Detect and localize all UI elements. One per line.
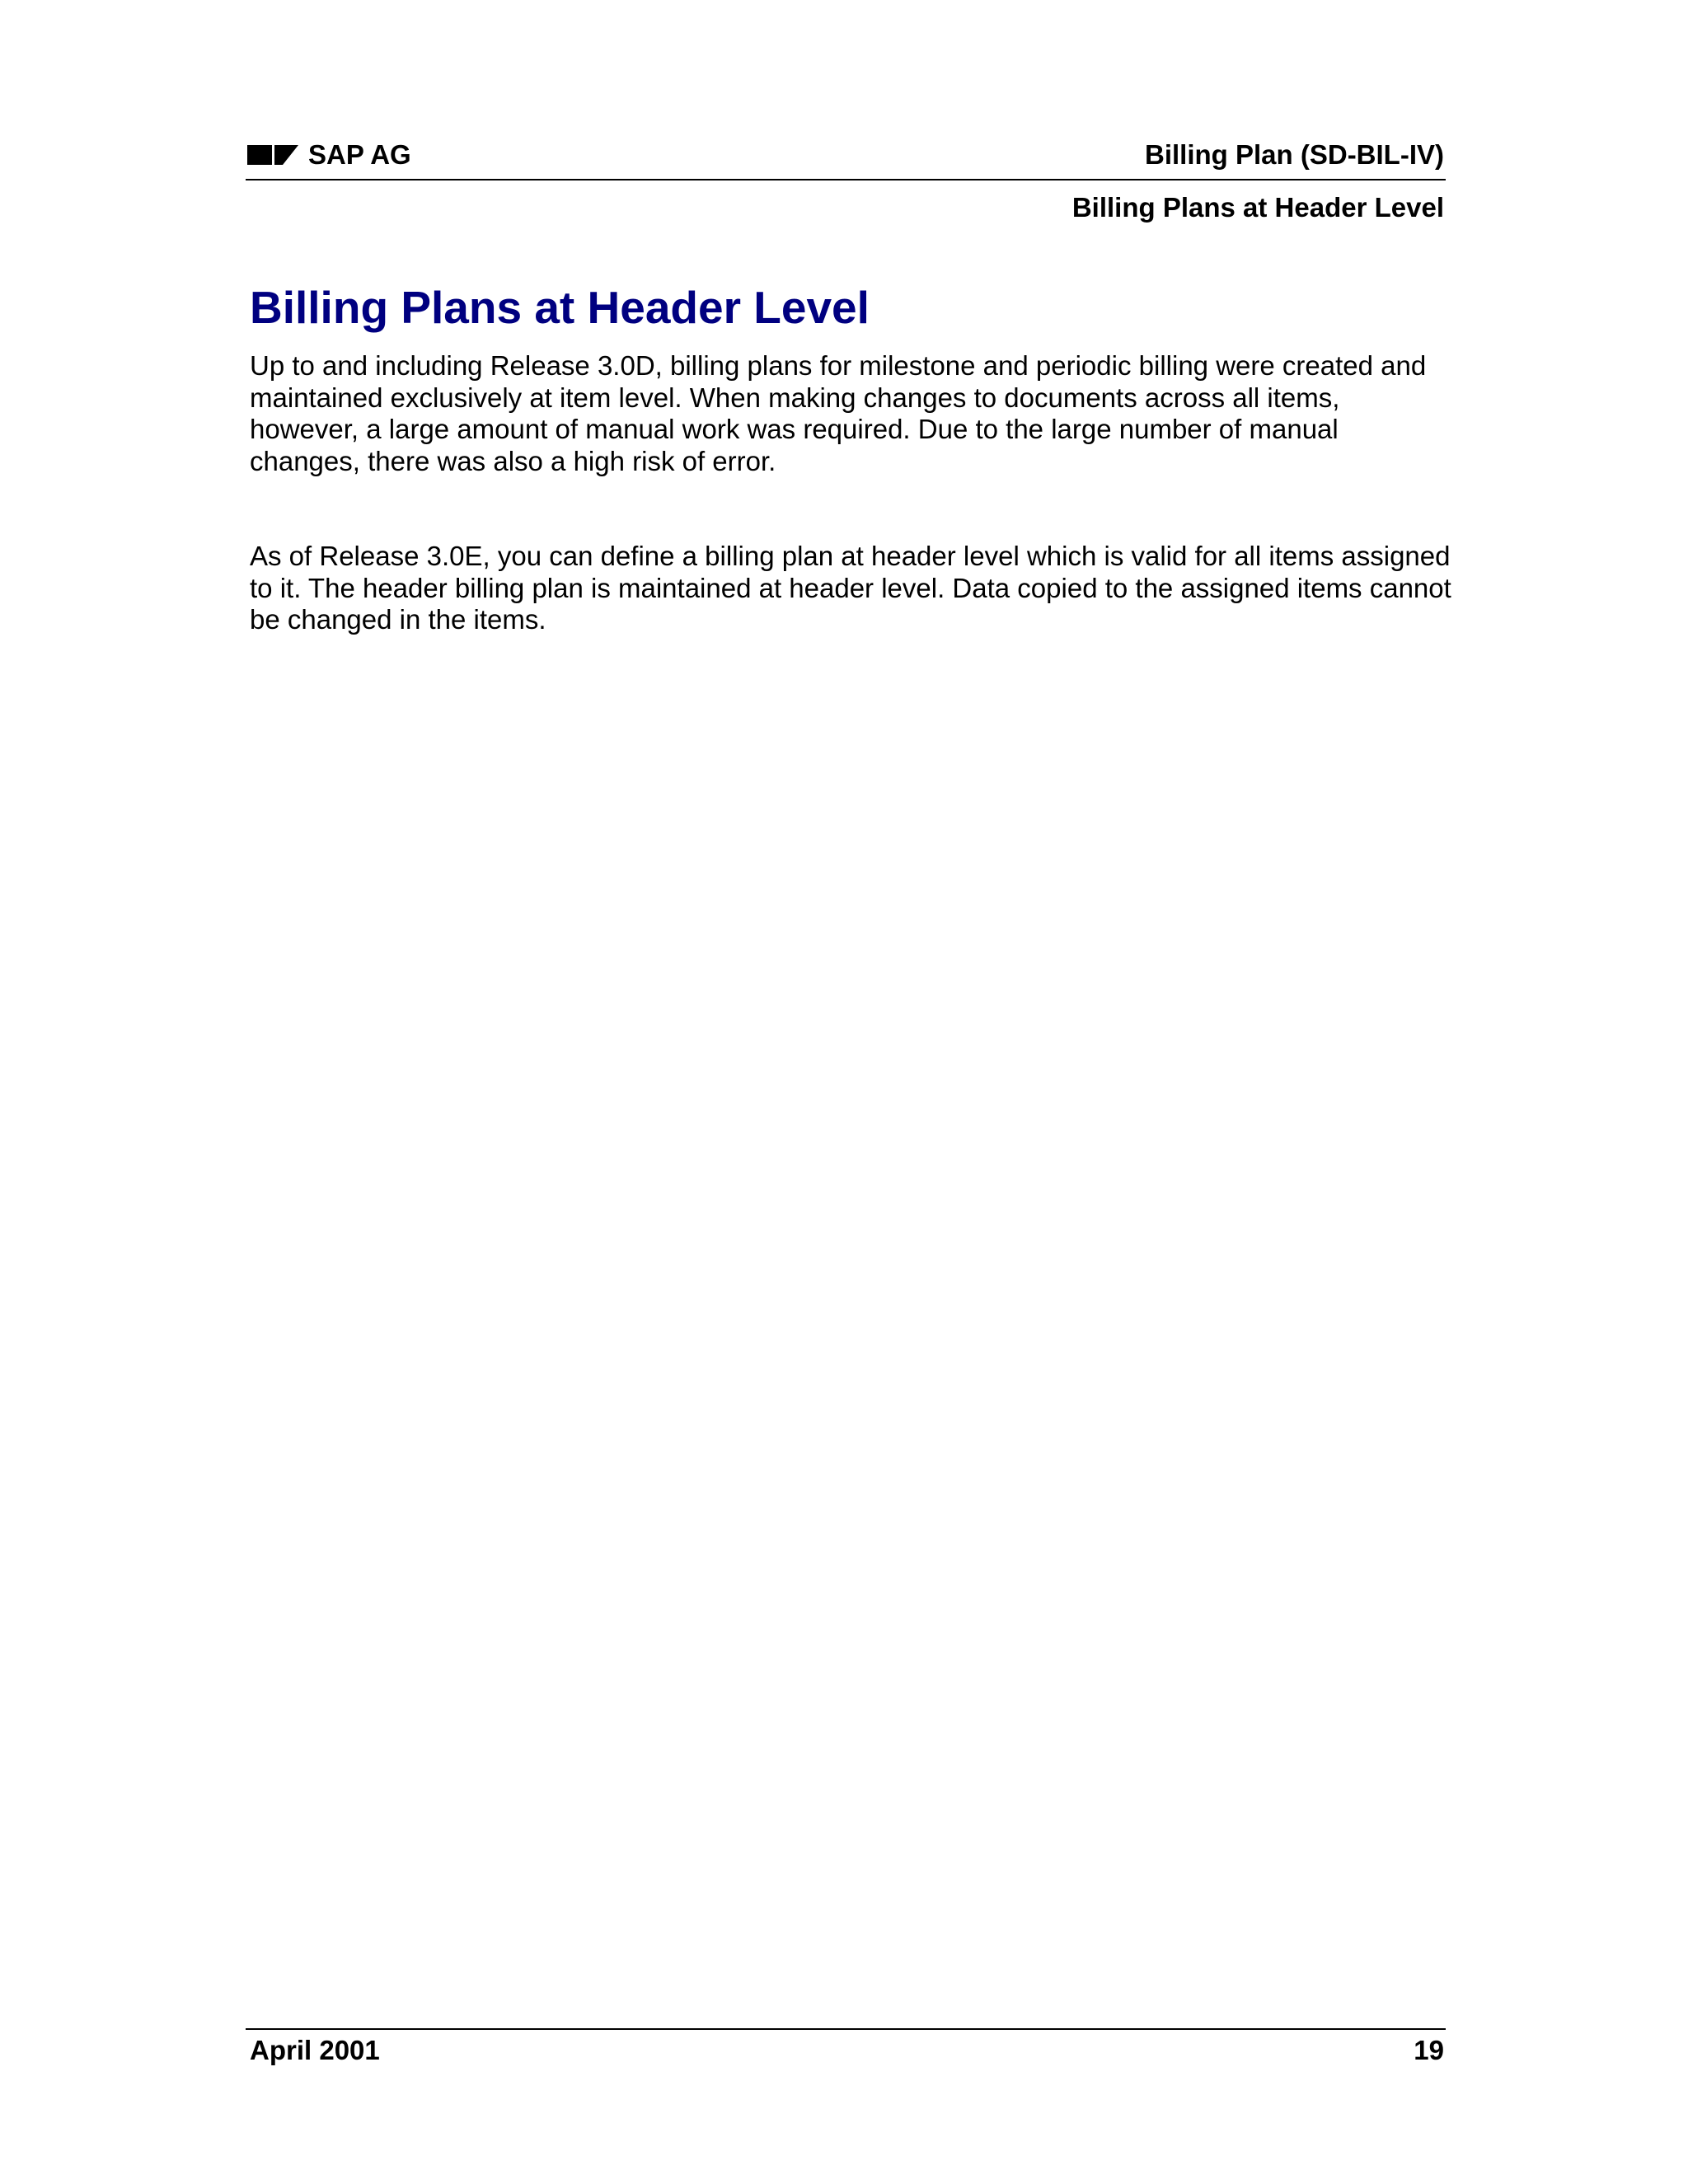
company-brand — [247, 139, 411, 171]
section-heading: Billing Plans at Header Level — [1071, 192, 1444, 223]
sap-logo-icon — [247, 144, 298, 166]
page-number: 19 — [1414, 2035, 1444, 2065]
page-title: Billing Plans at Header Level — [250, 282, 870, 333]
running-header — [247, 134, 1444, 176]
running-footer — [250, 2032, 1444, 2069]
document-title: Billing Plan (SD-BIL-IV) — [1145, 139, 1444, 170]
body-paragraph: As of Release 3.0E, you can define a billing plan at header level which is valid for all items assigned to it. The header billing plan is maintained at header level. Data copied to the assigned items cannot be changed in the items. — [250, 541, 1451, 635]
footer-divider — [246, 2028, 1446, 2030]
header-divider — [246, 179, 1446, 180]
company-name: SAP AG — [308, 139, 411, 170]
publication-date: April 2001 — [250, 2035, 380, 2065]
body-paragraph: Up to and including Release 3.0D, billing plans for milestone and periodic billing were created and maintained exclusively at item level. When making changes to documents across all items, however, a large amount of manual work was required. Due to the large number of manual changes, there was also a high risk of error. — [250, 350, 1427, 476]
